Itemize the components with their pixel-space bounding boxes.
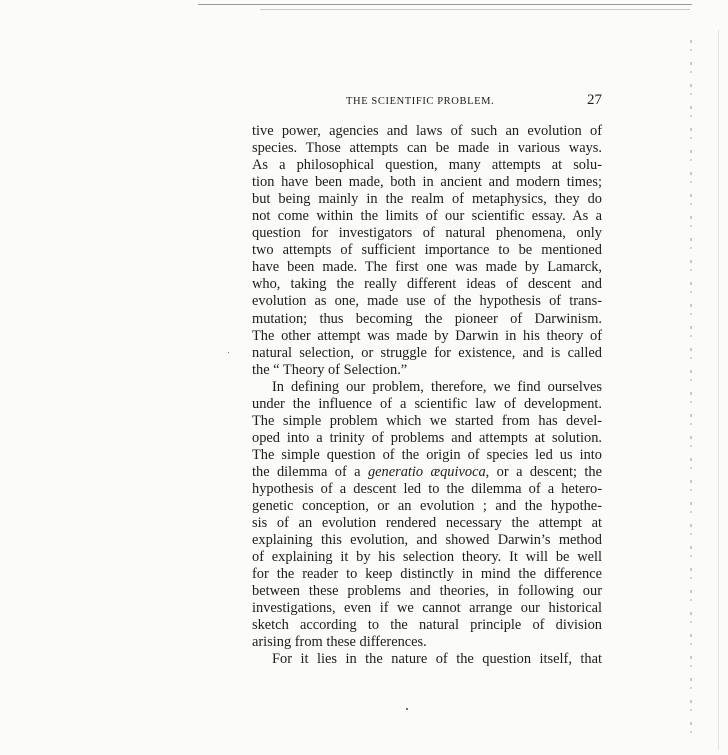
text-line: For it lies in the nature of the question itself, that xyxy=(272,651,602,668)
ink-speck xyxy=(406,708,408,710)
text-line: In defining our problem, therefore, we find ourselves xyxy=(272,378,602,395)
text-line: between these problems and theories, in following our xyxy=(252,583,602,600)
text-line: explaining this evolution, and showed Darwin’s method xyxy=(252,532,602,549)
text-line: species. Those attempts can be made in various ways. xyxy=(252,140,602,157)
running-head: THE SCIENTIFIC PROBLEM. xyxy=(346,96,495,107)
text-line: oped into a trinity of problems and attempts at solution. xyxy=(252,429,602,446)
text-line: sketch according to the natural principle of division xyxy=(252,617,602,634)
top-rule-faint xyxy=(260,9,690,10)
text-line: have been made. The first one was made by Lamarck, xyxy=(252,259,602,276)
text-line: natural selection, or struggle for existence, and is called xyxy=(252,344,602,361)
text-segment: the dilemma of a xyxy=(252,463,361,480)
text-segment: , or a descent; the xyxy=(485,463,603,480)
page-edge-line xyxy=(718,30,719,750)
text-line: not come within the limits of our scientific essay. As a xyxy=(252,208,602,225)
text-line: investigations, even if we cannot arrange our historical xyxy=(252,600,602,617)
text-line: The simple question of the origin of species led us into xyxy=(252,446,602,463)
text-line: the “ Theory of Selection.” xyxy=(252,361,408,378)
text-line: tive power, agencies and laws of such an evolution of xyxy=(252,123,602,139)
page-edge-shadow xyxy=(690,40,692,740)
text-line: for the reader to keep distinctly in mind the difference xyxy=(252,566,602,583)
italic-phrase: generatio æquivoca xyxy=(367,463,486,480)
text-line xyxy=(252,464,602,481)
text-line: under the influence of a scientific law of development. xyxy=(252,395,602,412)
text-line: question for investigators of natural phenomena, only xyxy=(252,225,602,242)
text-line: mutation; thus becoming the pioneer of Darwinism. xyxy=(252,310,602,327)
top-rule xyxy=(198,4,692,5)
text-line: tion have been made, both in ancient and modern times; xyxy=(252,174,602,191)
page-header xyxy=(252,92,602,112)
text-line: two attempts of sufficient importance to be mentioned xyxy=(252,242,602,259)
body-text xyxy=(252,123,602,669)
text-line: As a philosophical question, many attempts at solu- xyxy=(252,157,602,174)
text-line: sis of an evolution rendered necessary the attempt at xyxy=(252,515,602,532)
text-line: genetic conception, or an evolution ; and the hypothe- xyxy=(252,498,602,515)
text-line: of explaining it by his selection theory. It will be well xyxy=(252,549,602,566)
text-line: but being mainly in the realm of metaphysics, they do xyxy=(252,191,602,208)
text-line: who, taking the really different ideas of descent and xyxy=(252,276,602,293)
text-line: arising from these differences. xyxy=(252,634,427,651)
page-number: 27 xyxy=(587,92,602,108)
text-line: evolution as one, made use of the hypothesis of trans- xyxy=(252,293,602,310)
text-line: hypothesis of a descent led to the dilemma of a hetero- xyxy=(252,480,602,497)
ink-speck xyxy=(228,352,229,353)
text-line: The other attempt was made by Darwin in his theory of xyxy=(252,327,602,344)
text-line: The simple problem which we started from has devel- xyxy=(252,412,602,429)
